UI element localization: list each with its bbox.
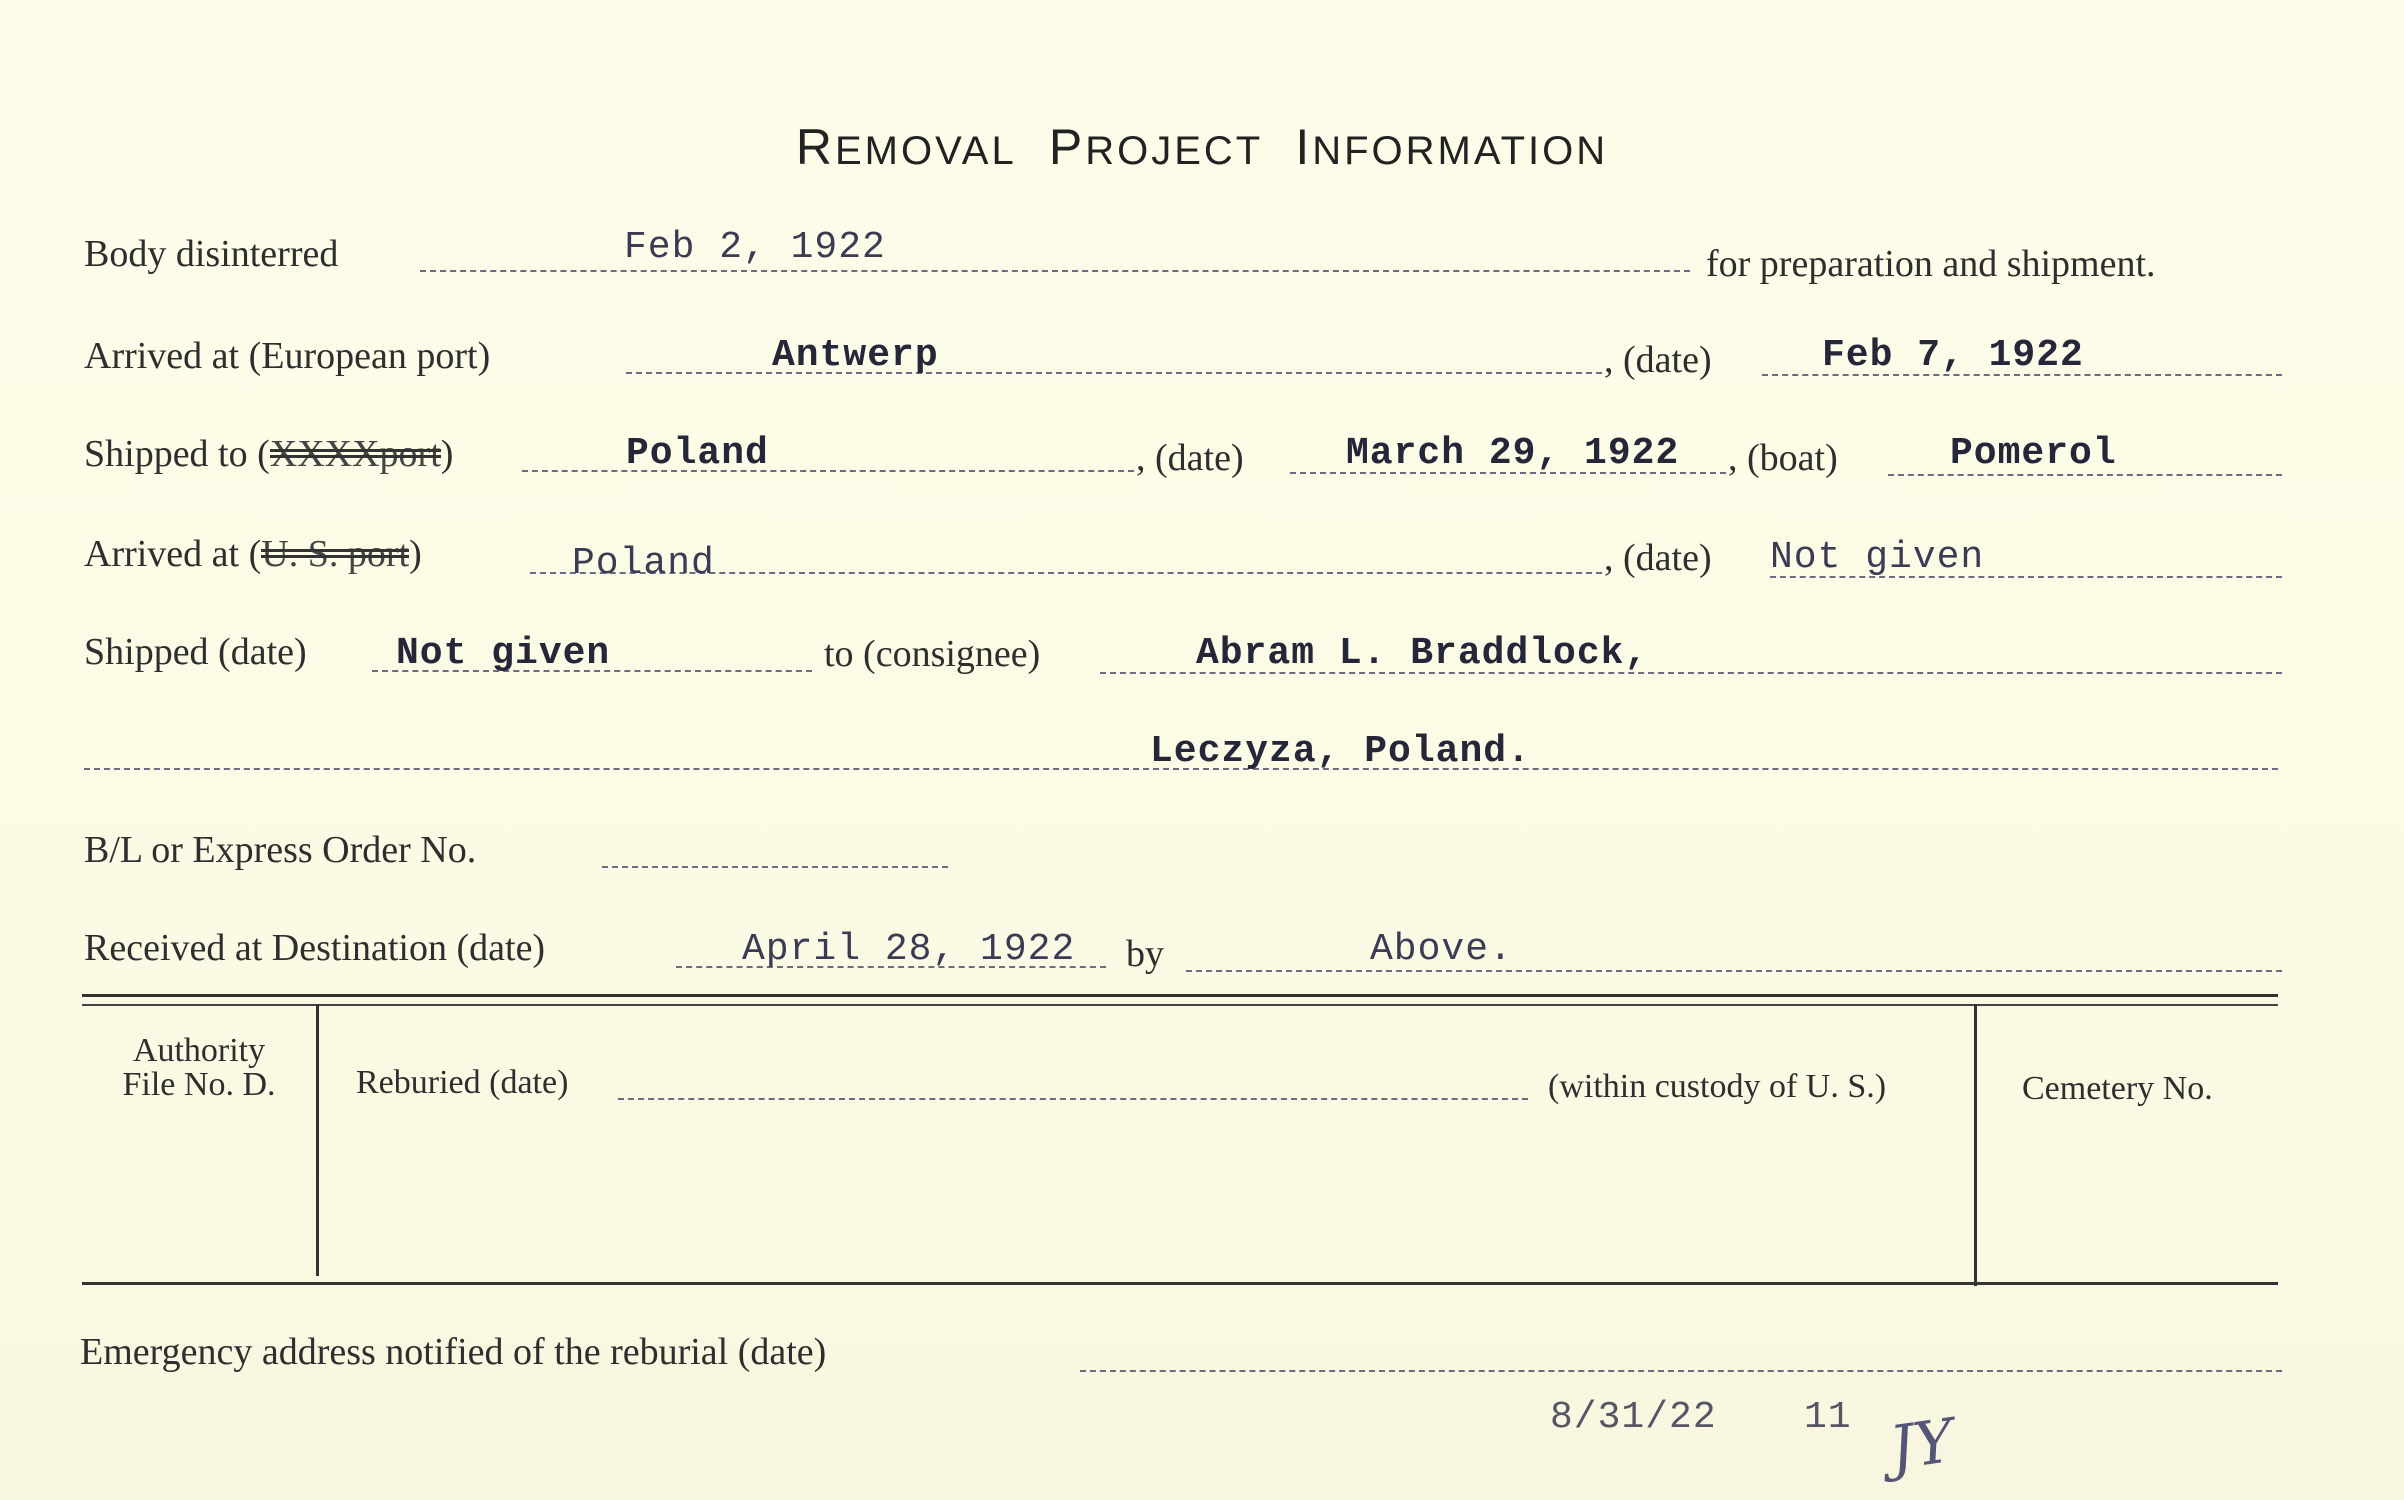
consignee-label: to (consignee)	[824, 633, 1041, 675]
consignee-value: Abram L. Braddlock,	[1196, 632, 1649, 675]
arrived-european-value: Antwerp	[772, 334, 939, 377]
box-divider-left	[316, 1004, 319, 1276]
custody-label: (within custody of U. S.)	[1548, 1068, 1887, 1105]
arrived-european-label: Arrived at (European port)	[84, 335, 491, 377]
consignee-line2-value: Leczyza, Poland.	[1150, 730, 1531, 773]
received-by-label: by	[1126, 933, 1164, 975]
received-label: Received at Destination (date)	[84, 927, 546, 969]
authority-line1: Authority	[132, 1032, 266, 1069]
shipped-to-boat-label: , (boat)	[1728, 437, 1838, 479]
shipped-to-date-value: March 29, 1922	[1346, 432, 1680, 475]
footer-code: 11	[1804, 1396, 1852, 1439]
emergency-label: Emergency address notified of the reburial (date)	[80, 1331, 827, 1373]
received-by-line	[1186, 970, 2282, 972]
body-disinterred-value: Feb 2, 1922	[624, 226, 886, 269]
arrived-us-label-suffix: )	[409, 533, 422, 575]
handwritten-initials: JY	[1885, 1405, 1959, 1485]
shipped-to-label-struck: XXXXport	[269, 433, 441, 475]
shipped-date-label: Shipped (date)	[84, 631, 307, 673]
shipped-date-value: Not given	[396, 632, 611, 675]
reburied-line	[618, 1098, 1528, 1100]
shipped-to-date-label: , (date)	[1136, 437, 1244, 479]
shipped-to-label	[84, 432, 453, 476]
cemetery-label: Cemetery No.	[2022, 1070, 2213, 1107]
body-disinterred-suffix: for preparation and shipment.	[1706, 243, 2156, 285]
bl-order-line	[602, 866, 948, 868]
shipped-to-label-prefix: Shipped to (	[84, 433, 270, 475]
bl-order-label: B/L or Express Order No.	[84, 829, 477, 871]
arrived-us-label-struck: U. S. port	[261, 533, 410, 575]
box-top-rule	[82, 994, 2278, 997]
arrived-us-label	[84, 532, 422, 576]
emergency-line	[1080, 1370, 2282, 1372]
arrived-us-date-label: , (date)	[1604, 537, 1712, 579]
body-disinterred-label: Body disinterred	[84, 233, 339, 275]
shipped-to-value: Poland	[626, 432, 769, 475]
card-title: REMOVAL PROJECT INFORMATION	[795, 119, 1609, 175]
arrived-us-date-value: Not given	[1770, 536, 1985, 579]
shipped-to-line	[522, 470, 1134, 472]
reburied-label: Reburied (date)	[356, 1064, 569, 1101]
box-divider-right	[1974, 1004, 1977, 1286]
body-disinterred-line	[420, 270, 1690, 272]
shipped-to-label-suffix: )	[440, 433, 454, 475]
box-bottom-rule	[82, 1282, 2278, 1285]
box-top-rule-inner	[82, 1004, 2278, 1006]
received-by-value: Above.	[1370, 928, 1513, 971]
received-value: April 28, 1922	[742, 928, 1076, 971]
footer-stamp: 8/31/22	[1550, 1396, 1717, 1439]
authority-line2: File No. D.	[122, 1066, 276, 1103]
shipped-to-boat-value: Pomerol	[1950, 432, 2117, 475]
arrived-european-date-label: , (date)	[1604, 339, 1712, 381]
arrived-european-date-value: Feb 7, 1922	[1822, 334, 2084, 377]
authority-label	[90, 1034, 308, 1102]
arrived-us-label-prefix: Arrived at (	[84, 533, 262, 575]
arrived-us-value: Poland	[572, 542, 715, 585]
